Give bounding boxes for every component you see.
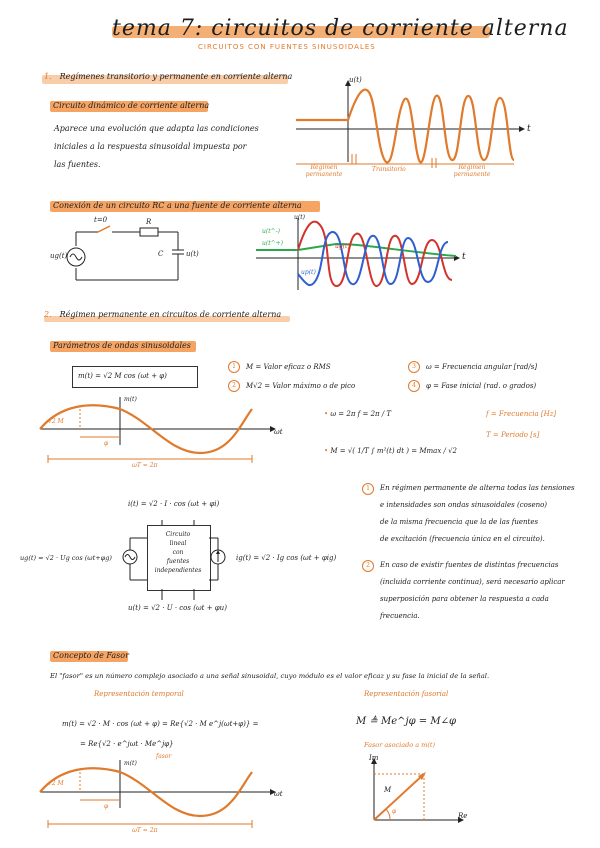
phasor-angle-label: φ (392, 808, 397, 815)
sub2-title: Conexión de un circuito RC a una fuente de corriente alterna (53, 201, 302, 210)
note-line: de la misma frecuencia que la de las fuentes (380, 518, 539, 526)
sub1-title: Circuito dinámico de corriente alterna (53, 101, 210, 110)
wave1-phase: φ (104, 440, 109, 447)
params-title: Parámetros de ondas sinusoidales (53, 341, 191, 350)
rc-switch-label: t=0 (94, 216, 108, 224)
graph1-label-mid: Transitorio (372, 166, 406, 173)
section1-title: Regímenes transitorio y permanente en corriente alterna (59, 72, 293, 81)
wave1-xlabel: ωt (274, 428, 283, 436)
fasor-definition: El "fasor" es un número complejo asociado a una señal sinusoidal, cuyo módulo es el valor eficaz y su fase la inicial de la señal. (50, 672, 490, 680)
fasorial-title: Representación fasorial (364, 690, 449, 698)
note-line: frecuencia. (380, 612, 420, 620)
note-number: 2 (362, 560, 374, 572)
phasor-definition: M ≜ Me^jφ = M∠φ (356, 716, 456, 727)
section1-heading (44, 72, 292, 81)
fasor-title: Concepto de Fasor (53, 651, 129, 660)
wave2-phase: φ (104, 803, 109, 810)
wave1-period: ωT = 2π (132, 462, 158, 469)
param-item-3 (408, 361, 537, 373)
current-source-formula: ig(t) = √2 · Ig cos (ωt + φig) (236, 554, 337, 562)
section2-title: Régimen permanente en circuitos de corriente alterna (59, 310, 282, 319)
sub1-text (54, 120, 259, 174)
rc-c-label: C (158, 250, 164, 258)
item-text: M√2 = Valor máximo o de pico (246, 382, 356, 390)
graph1-xlabel: t (527, 124, 531, 134)
graph1-ylabel: u(t) (349, 76, 362, 84)
eq-rms: • M = √( 1/T ∫ m²(t) dt ) = Mmax / √2 (324, 447, 457, 455)
note-line: de excitación (frecuencia única en el circuito). (380, 535, 545, 543)
box-line: lineal (169, 540, 187, 547)
section1-number: 1. (44, 72, 52, 81)
fasor-eq2: = Re{√2 · e^jωt · Me^jφ} (80, 740, 174, 748)
text-line: Aparece una evolución que adapta las condiciones (54, 124, 259, 133)
rc-source-label: ug(t) (50, 252, 68, 260)
item-number: 4 (408, 380, 420, 392)
circuit-sources (118, 520, 238, 600)
note-2 (362, 557, 590, 625)
sinusoid-formula: m(t) = √2 M cos (ωt + φ) (78, 372, 167, 380)
note-line: e intensidades son ondas sinusoidales (coseno) (380, 501, 548, 509)
graph2-label-tplus: u(t^+) (262, 240, 284, 247)
note-line: (incluida corriente continua), será necesario aplicar (380, 578, 565, 586)
rc-out-label: u(t) (186, 250, 199, 258)
fasor-eq2-label: fasor (156, 753, 172, 760)
graph2-label-up: up(t) (301, 269, 316, 276)
graph2-ylabel: u(t) (294, 214, 305, 221)
item-text: φ = Fase inicial (rad. o grados) (426, 382, 537, 390)
rc-response-graph (256, 214, 466, 294)
graph2-xlabel: t (462, 252, 466, 262)
param-item-4 (408, 380, 536, 392)
graph2-label-ug: ug(t) (335, 243, 350, 250)
note-line: superposición para obtener la respuesta a cada (380, 595, 549, 603)
voltage-source-formula: ug(t) = √2 · Ug cos (ωt+φg) (20, 554, 112, 562)
section2-heading (44, 310, 281, 319)
fasor-wave-graph (40, 760, 290, 838)
wave2-peak: √2 M (48, 780, 64, 787)
eq-omega: • ω = 2π f = 2π / T (324, 410, 392, 418)
box-line: Circuito (165, 531, 191, 538)
eq-rms-text: M = √( 1/T ∫ m²(t) dt ) = Mmax / √2 (330, 447, 457, 455)
text-line: iniciales a la respuesta sinusoidal impuesta por (54, 142, 247, 151)
item-number: 2 (228, 380, 240, 392)
item-number: 3 (408, 361, 420, 373)
param-item-2 (228, 380, 355, 392)
f-label: f = Frecuencia [Hz] (486, 410, 557, 418)
im-axis-label: Im (369, 754, 379, 762)
sine-wave-graph (40, 395, 290, 475)
wave2-period: ωT = 2π (132, 827, 158, 834)
item-number: 1 (228, 361, 240, 373)
text-line: las fuentes. (54, 160, 101, 169)
rc-r-label: R (146, 218, 152, 226)
page-title: tema 7: circuitos de corriente alterna (112, 16, 569, 41)
item-text: M = Valor eficaz o RMS (246, 363, 331, 371)
graph1-label-left: Régimen permanente (305, 164, 343, 178)
wave2-xlabel: ωt (274, 790, 283, 798)
param-item-1 (228, 361, 331, 373)
graph2-label-tminus: u(t^-) (262, 228, 281, 235)
temporal-title: Representación temporal (94, 690, 184, 698)
wave1-peak: √2 M (48, 418, 64, 425)
box-line: independientes (154, 567, 202, 574)
wave2-ylabel: m(t) (124, 760, 137, 767)
note-number: 1 (362, 483, 374, 495)
section2-number: 2. (44, 310, 52, 319)
note-1 (362, 480, 590, 548)
current-top-formula: i(t) = √2 · I · cos (ωt + φi) (128, 500, 220, 508)
wave1-ylabel: m(t) (124, 396, 137, 403)
note-line: En régimen permanente de alterna todas las tensiones (380, 484, 575, 492)
graph1-label-right: Régimen permanente (453, 164, 491, 178)
rc-circuit (60, 220, 200, 280)
voltage-bottom-formula: u(t) = √2 · U · cos (ωt + φu) (128, 604, 227, 612)
box-line: fuentes (166, 558, 190, 565)
item-text: ω = Frecuencia angular [rad/s] (426, 363, 538, 371)
re-axis-label: Re (458, 812, 468, 820)
page-subtitle: CIRCUITOS CON FUENTES SINUSOIDALES (198, 43, 376, 51)
box-line: con (172, 549, 184, 556)
t-label: T = Periodo [s] (486, 431, 540, 439)
fasor-eq1: m(t) = √2 · M · cos (ωt + φ) = Re{√2 · M e^j(ωt+φ)} = (62, 720, 259, 728)
phasor-m-label: M (384, 786, 392, 794)
eq-omega-text: ω = 2π f = 2π / T (330, 410, 392, 418)
note-line: En caso de existir fuentes de distintas frecuencias (380, 561, 559, 569)
phasor-note: Fasor asociado a m(t) (364, 741, 436, 749)
